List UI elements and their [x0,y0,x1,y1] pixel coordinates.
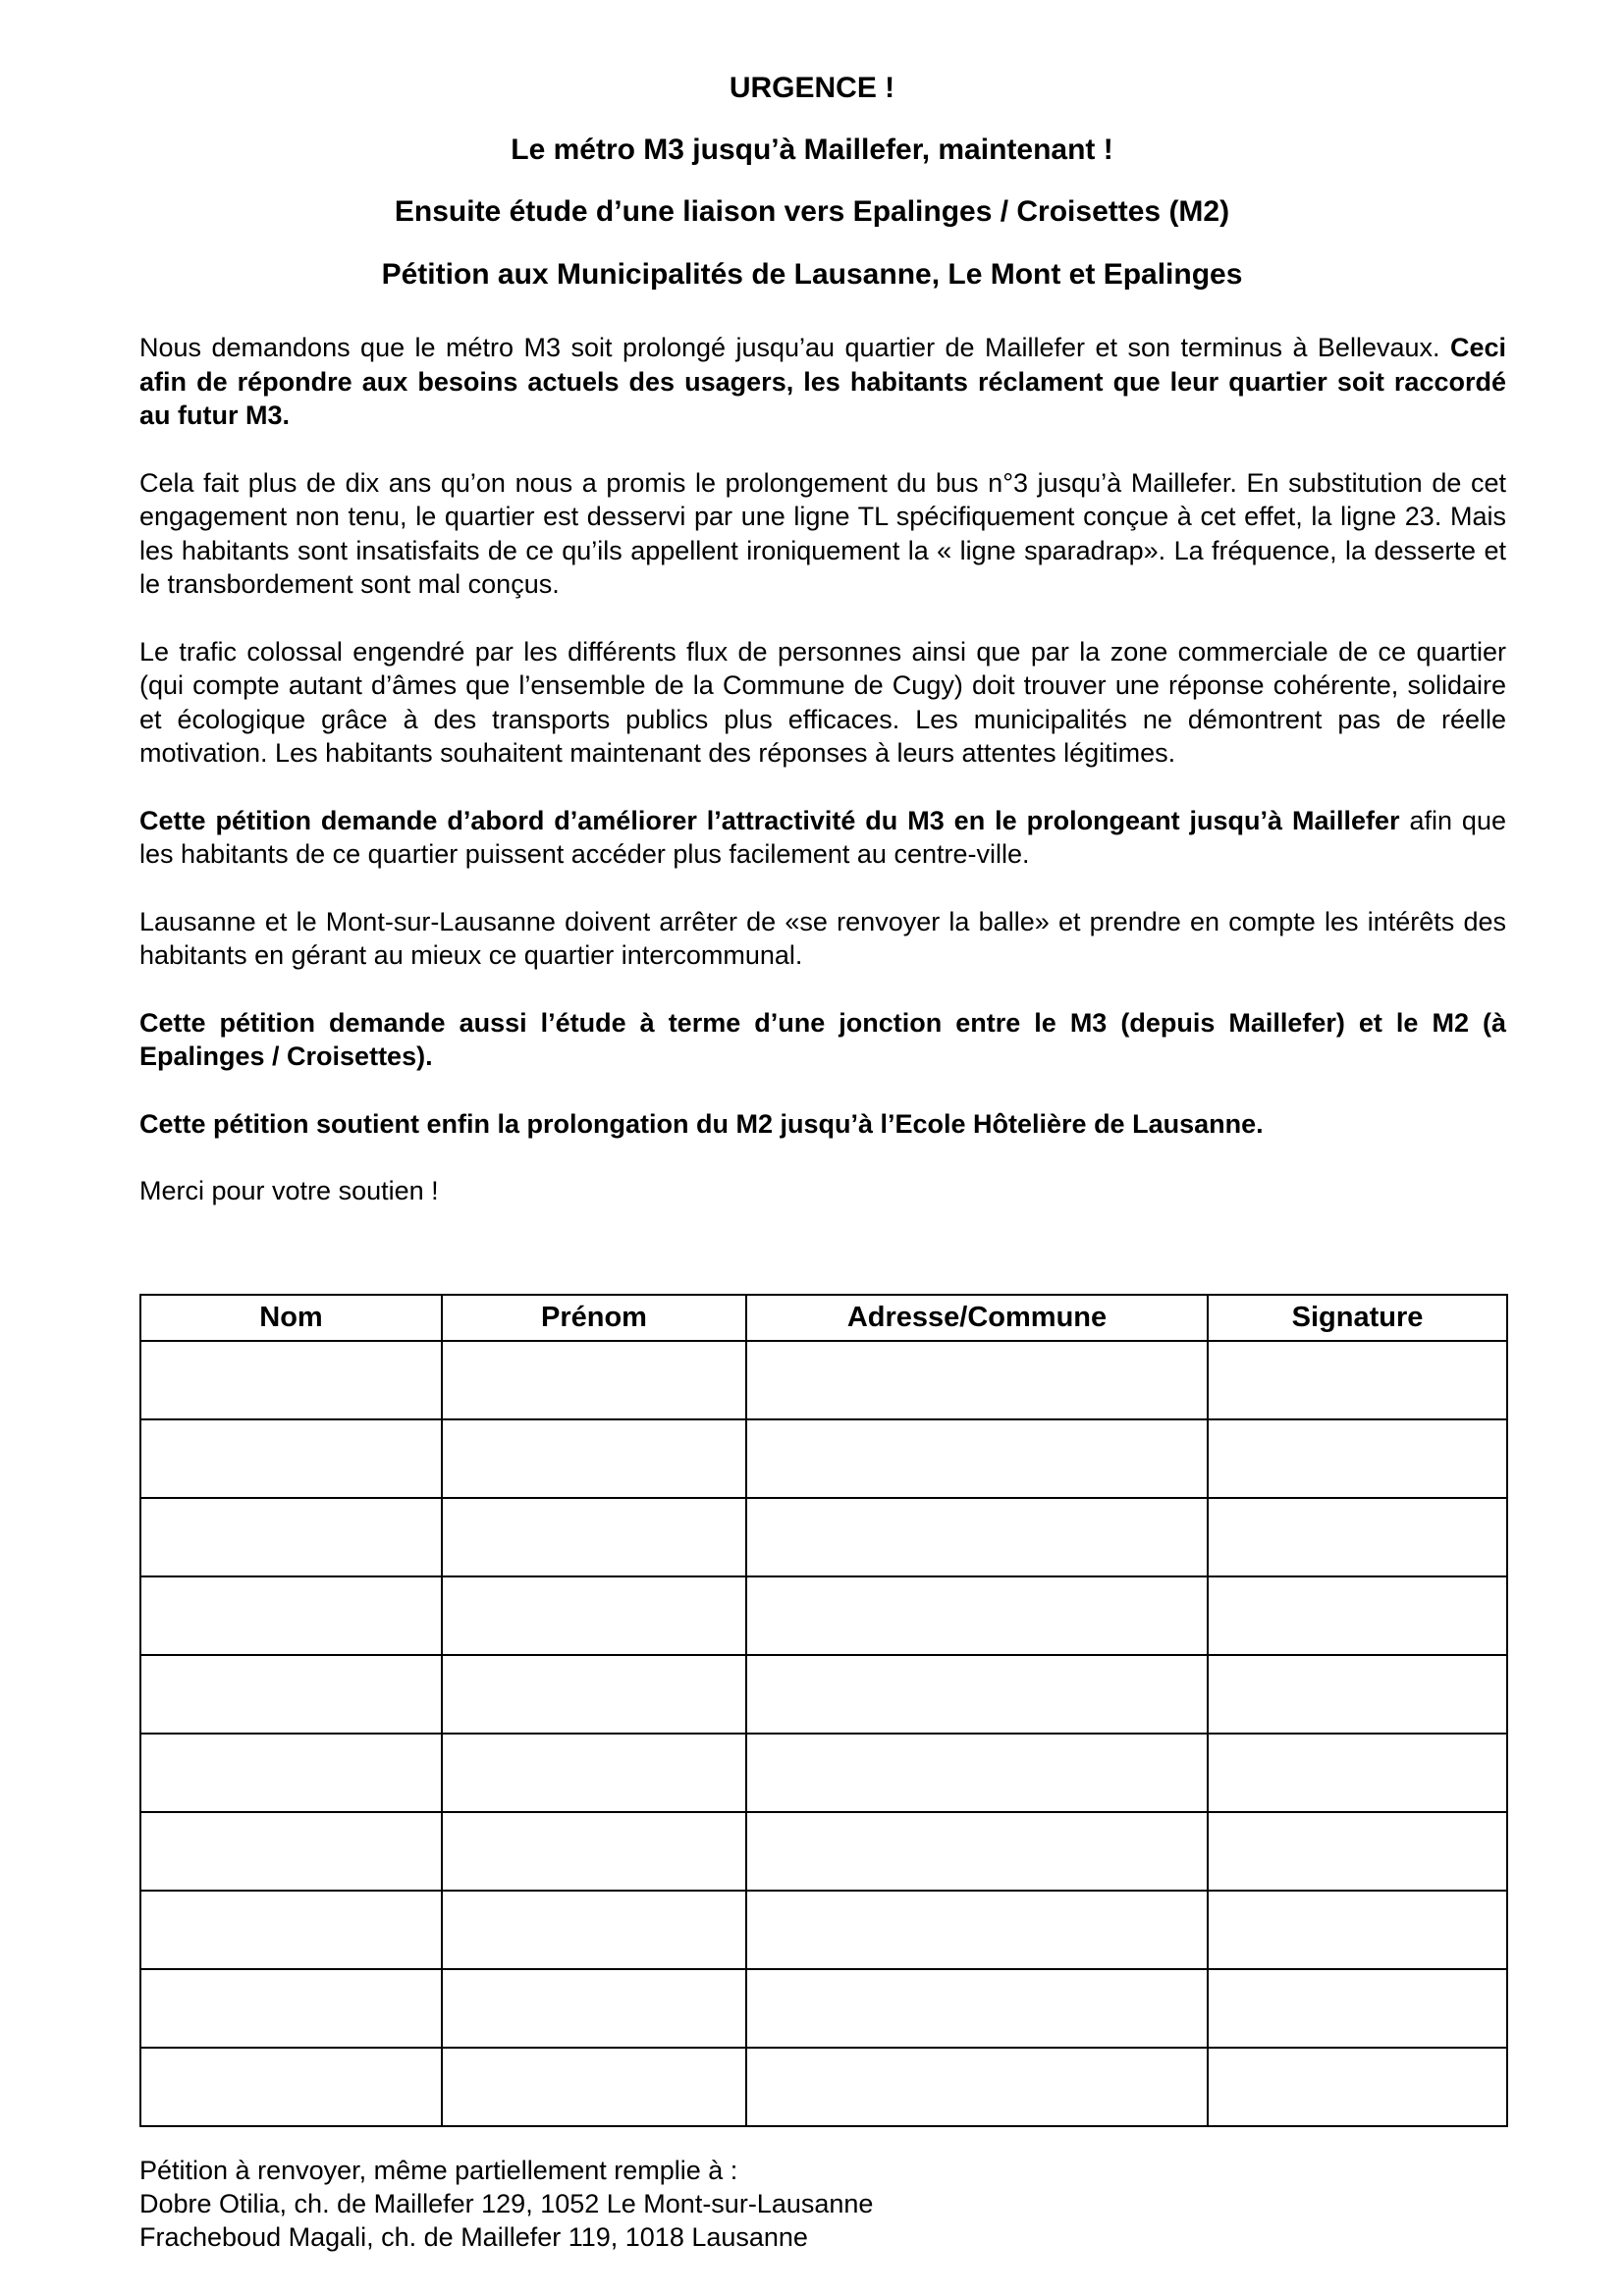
paragraph-municipalities: Lausanne et le Mont-sur-Lausanne doivent arrêter de «se renvoyer la balle» et prendre en compte les intérêts des habitants en gérant au mieux ce quartier intercommunal. [139,906,1506,970]
main-title: Le métro M3 jusqu’à Maillefer, maintenant ! [511,133,1113,166]
signature-table [139,1294,1508,2127]
cell-nom[interactable] [140,1969,442,2048]
cell-nom[interactable] [140,2048,442,2126]
cell-signature[interactable] [1208,1891,1507,1969]
cell-prenom[interactable] [442,2048,746,2126]
cell-prenom[interactable] [442,1969,746,2048]
column-header-prenom: Prénom [442,1295,746,1341]
cell-nom[interactable] [140,1341,442,1419]
cell-signature[interactable] [1208,1812,1507,1891]
cell-nom[interactable] [140,1812,442,1891]
cell-nom[interactable] [140,1576,442,1655]
paragraph-junction [139,1006,1506,1074]
cell-adresse[interactable] [746,1341,1208,1419]
petition-body [139,331,1506,1242]
cell-adresse[interactable] [746,2048,1208,2126]
table-row [140,1419,1507,1498]
cell-adresse[interactable] [746,1734,1208,1812]
cell-prenom[interactable] [442,1655,746,1734]
table-row [140,1891,1507,1969]
cell-prenom[interactable] [442,1341,746,1419]
return-address-block [139,2154,873,2254]
paragraph-m2-extension [139,1107,1506,1142]
cell-signature[interactable] [1208,1655,1507,1734]
cell-prenom[interactable] [442,1812,746,1891]
cell-prenom[interactable] [442,1891,746,1969]
paragraph-m3-demand [139,804,1506,872]
table-row [140,1734,1507,1812]
petition-title: Pétition aux Municipalités de Lausanne, Le Mont et Epalinges [381,258,1243,291]
column-header-nom: Nom [140,1295,442,1341]
column-header-adresse: Adresse/Commune [746,1295,1208,1341]
table-row [140,1576,1507,1655]
table-row [140,2048,1507,2126]
cell-adresse[interactable] [746,1812,1208,1891]
cell-adresse[interactable] [746,1419,1208,1498]
return-address-2: Fracheboud Magali, ch. de Maillefer 119, 1018 Lausanne [139,2222,808,2252]
paragraph-traffic: Le trafic colossal engendré par les différents flux de personnes ainsi que par la zone commerciale de ce quartier (qui compte autant d’âmes que l’ensemble de la Commune de Cugy) doit trouver une réponse cohérente, solidaire et écologique grâce à des transports publics plus efficaces. Les municipalités ne démontrent pas de réelle motivation. Les habitants souhaitent maintenant des réponses à leurs attentes légitimes. [139,636,1506,768]
paragraph-m3-demand-bold: Cette pétition demande d’abord d’améliorer l’attractivité du M3 en le prolongeant jusqu’à Maillefer [139,805,1400,835]
cell-signature[interactable] [1208,1498,1507,1576]
table-row [140,1812,1507,1891]
cell-nom[interactable] [140,1498,442,1576]
cell-signature[interactable] [1208,1576,1507,1655]
cell-adresse[interactable] [746,1655,1208,1734]
cell-adresse[interactable] [746,1969,1208,2048]
paragraph-m2-extension-bold: Cette pétition soutient enfin la prolongation du M2 jusqu’à l’Ecole Hôtelière de Lausanne. [139,1108,1264,1139]
cell-nom[interactable] [140,1734,442,1812]
table-row [140,1341,1507,1419]
cell-adresse[interactable] [746,1576,1208,1655]
paragraph-request [139,331,1506,433]
cell-signature[interactable] [1208,1341,1507,1419]
cell-prenom[interactable] [442,1734,746,1812]
paragraph-request-bold: Ceci afin de répondre aux besoins actuels des usagers, les habitants réclament que leur quartier soit raccordé au futur M3. [139,333,1506,430]
paragraph-thanks: Merci pour votre soutien ! [139,1176,439,1205]
cell-signature[interactable] [1208,2048,1507,2126]
cell-adresse[interactable] [746,1498,1208,1576]
table-row [140,1498,1507,1576]
return-instruction: Pétition à renvoyer, même partiellement remplie à : [139,2156,738,2185]
cell-signature[interactable] [1208,1969,1507,2048]
cell-prenom[interactable] [442,1419,746,1498]
cell-adresse[interactable] [746,1891,1208,1969]
paragraph-junction-bold: Cette pétition demande aussi l’étude à terme d’une jonction entre le M3 (depuis Maillefer) et le M2 (à Epalinges / Croisettes). [139,1007,1506,1071]
cell-nom[interactable] [140,1655,442,1734]
paragraph-request-text: Nous demandons que le métro M3 soit prolongé jusqu’au quartier de Maillefer et son terminus à Bellevaux. [139,333,1450,362]
cell-signature[interactable] [1208,1419,1507,1498]
cell-prenom[interactable] [442,1498,746,1576]
table-row [140,1655,1507,1734]
cell-signature[interactable] [1208,1734,1507,1812]
signature-table-header [140,1295,1507,1341]
urgent-heading: URGENCE ! [729,72,895,104]
paragraph-m3-demand-text: afin que les habitants de ce quartier puissent accéder plus facilement au centre-ville. [139,805,1506,869]
cell-nom[interactable] [140,1891,442,1969]
subtitle: Ensuite étude d’une liaison vers Epalinges / Croisettes (M2) [394,195,1230,228]
paragraph-history: Cela fait plus de dix ans qu’on nous a promis le prolongement du bus n°3 jusqu’à Maillefer. En substitution de cet engagement non tenu, le quartier est desservi par une ligne TL spécifiquement conçue à cet effet, la ligne 23. Mais les habitants sont insatisfaits de ce qu’ils appellent ironiquement la « ligne sparadrap». La fréquence, la desserte et le transbordement sont mal conçus. [139,467,1506,599]
cell-nom[interactable] [140,1419,442,1498]
column-header-signature: Signature [1208,1295,1507,1341]
table-row [140,1969,1507,2048]
return-address-1: Dobre Otilia, ch. de Maillefer 129, 1052 Le Mont-sur-Lausanne [139,2189,874,2218]
cell-prenom[interactable] [442,1576,746,1655]
